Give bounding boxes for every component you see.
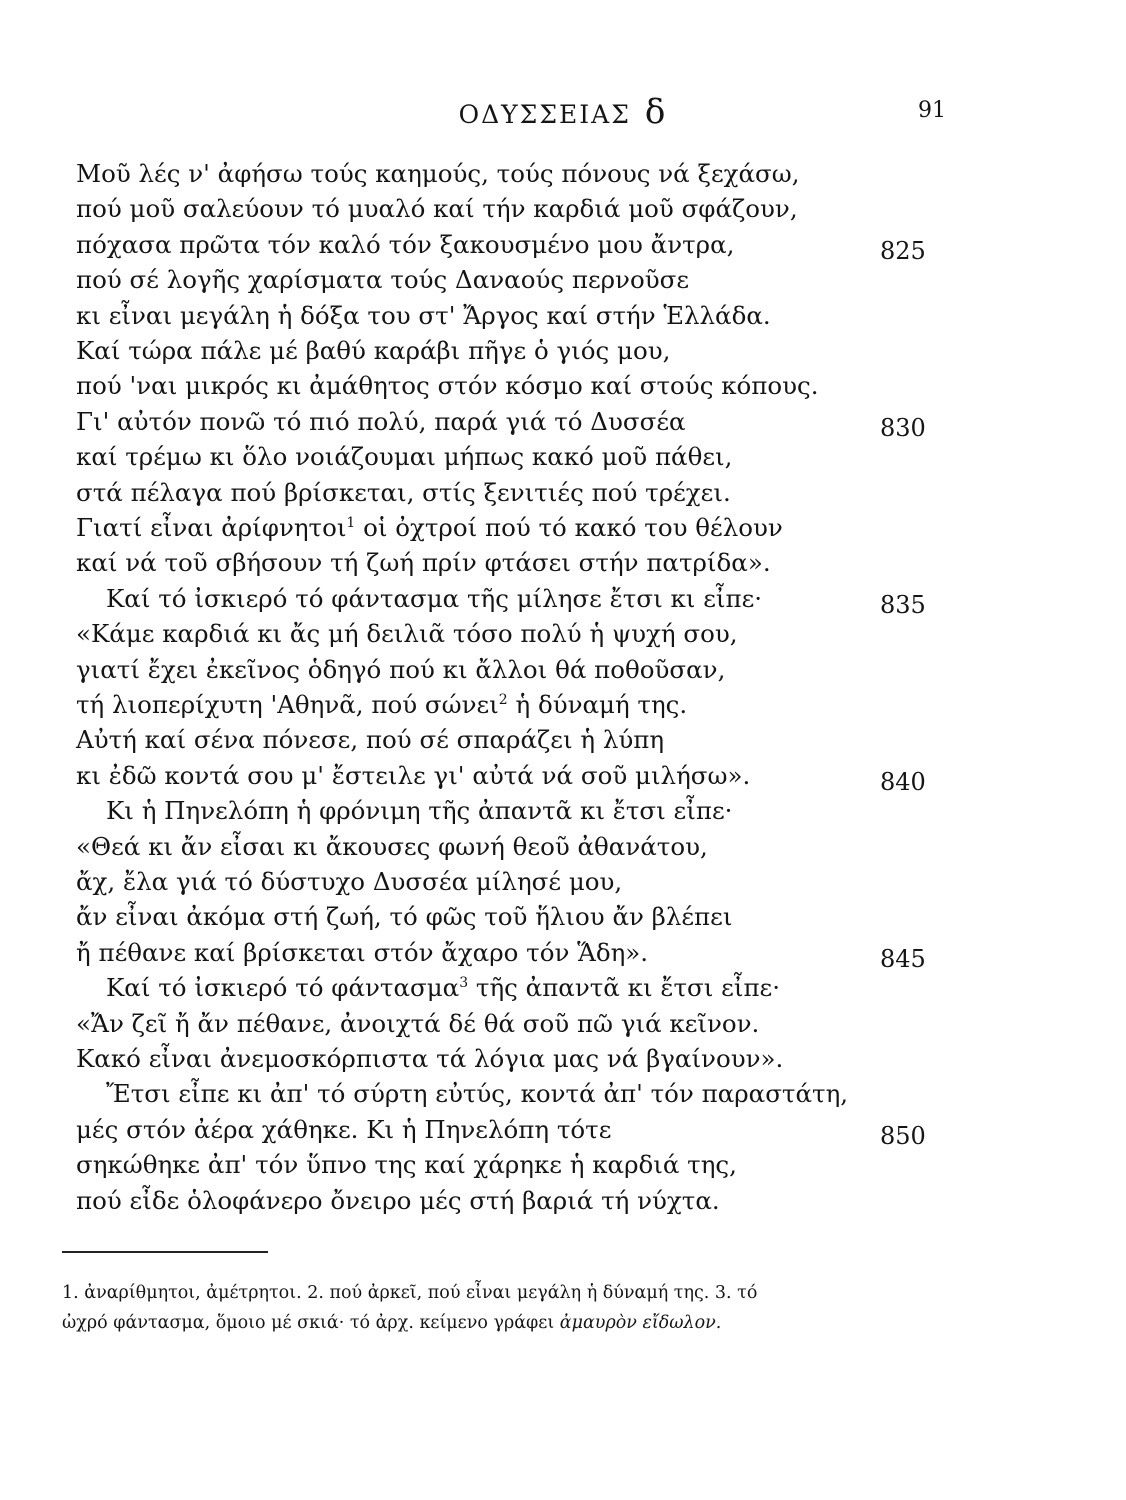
verse-line	[106, 583, 762, 615]
footnote-marker: 1	[346, 515, 356, 531]
verse-text: «Ἄν ζεῖ ἤ ἄν πέθανε, ἀνοιχτά δέ θά σοῦ πῶ γιά κεῖνον.	[76, 1008, 760, 1038]
verse-line	[76, 193, 798, 225]
verse-line	[76, 406, 686, 438]
verse-text: πόχασα πρῶτα τόν καλό τόν ξακουσμένο μου ἄντρα,	[76, 229, 735, 259]
verse-line	[76, 1008, 759, 1040]
verse-line	[76, 689, 687, 721]
verse-line	[76, 724, 664, 756]
verse-text: γιατί ἔχει ἐκεῖνος ὁδηγό πού κι ἄλλοι θά ποθοῦσαν,	[76, 654, 726, 684]
verse-line	[76, 654, 725, 686]
verse-text: Καί τό ἰσκιερό τό φάντασμα τῆς μίλησε ἔτσι κι εἶπε·	[106, 583, 763, 613]
verse-text: καί τρέμω κι ὅλο νοιάζουμαι μήπως κακό μοῦ πάθει,	[76, 442, 733, 472]
verse-text: κι ἐδῶ κοντά σου μ' ἔστειλε γι' αὐτά νά σοῦ μιλήσω».	[76, 760, 751, 790]
verse-line	[76, 441, 732, 473]
footnote-ancient-quote: ἀμαυρὸν εἴδωλον.	[559, 1313, 722, 1333]
verse-line	[76, 1043, 783, 1075]
running-head	[0, 92, 1126, 132]
verse-text: στά πέλαγα πού βρίσκεται, στίς ξενιτιές πού τρέχει.	[76, 477, 731, 507]
verse-line	[76, 937, 648, 969]
book-letter: δ	[644, 92, 668, 132]
line-number: 845	[880, 944, 926, 973]
verse-text: πού μοῦ σαλεύουν τό μυαλό καί τήν καρδιά μοῦ σφάζουν,	[76, 194, 798, 224]
verse-line	[76, 477, 731, 509]
verse-text: σηκώθηκε ἀπ' τόν ὕπνο της καί χάρηκε ἡ καρδιά της,	[76, 1150, 737, 1180]
verse-line	[76, 229, 734, 261]
footnote-line	[62, 1308, 932, 1338]
verse-line	[106, 972, 780, 1004]
verse-line	[76, 866, 622, 898]
verse-line	[76, 1185, 720, 1217]
line-number: 835	[880, 590, 926, 619]
running-head-title: ΟΔΥΣΣΕΙΑΣ	[458, 100, 631, 129]
page-number: 91	[918, 98, 946, 123]
verse-text: Γι' αὐτόν πονῶ τό πιό πολύ, παρά γιά τό Δυσσέα	[76, 406, 686, 436]
verse-text: καί νά τοῦ σβήσουν τή ζωή πρίν φτάσει στήν πατρίδα».	[76, 548, 771, 578]
verse-line	[76, 158, 800, 190]
footnote-line: 1. ἀναρίθμητοι, ἀμέτρητοι. 2. πού ἀρκεῖ, πού εἶναι μεγάλη ἡ δύναμή της. 3. τό	[62, 1283, 758, 1303]
footnotes	[62, 1278, 932, 1338]
verse-line	[76, 547, 771, 579]
verse-line	[76, 300, 771, 332]
verse-text: πού 'ναι μικρός κι ἀμάθητος στόν κόσμο καί στούς κόπους.	[76, 371, 819, 401]
verse-text: Κι ἡ Πηνελόπη ἡ φρόνιμη τῆς ἀπαντᾶ κι ἔτσι εἶπε·	[106, 796, 733, 826]
line-number: 850	[880, 1121, 926, 1150]
verse-line	[76, 1149, 737, 1181]
line-number: 840	[880, 767, 926, 796]
verse-text: ἤ πέθανε καί βρίσκεται στόν ἄχαρο τόν Ἅδη».	[76, 937, 649, 967]
footnote-rule	[62, 1251, 268, 1253]
verse-text: κι εἶναι μεγάλη ἡ δόξα του στ' Ἄργος καί στήν Ἑλλάδα.	[76, 300, 771, 330]
verse-text: Ἔτσι εἶπε κι ἀπ' τό σύρτη εὐτύς, κοντά ἀπ' τόν παραστάτη,	[106, 1079, 849, 1109]
verse-text: Κακό εἶναι ἀνεμοσκόρπιστα τά λόγια μας νά βγαίνουν».	[76, 1044, 784, 1073]
verse-line	[76, 264, 689, 296]
verse-text: τῆς ἀπαντᾶ κι ἔτσι εἶπε·	[468, 973, 781, 1003]
verse-text: οἱ ὀχτροί πού τό κακό του θέλουν	[355, 513, 783, 542]
verse-line	[76, 1114, 611, 1146]
verse-line	[76, 901, 732, 933]
verse-text: Καί τώρα πάλε μέ βαθύ καράβι πῆγε ὁ γιός μου,	[76, 336, 671, 365]
verse-text: Καί τό ἰσκιερό τό φάντασμα	[106, 973, 460, 1003]
verse-line	[106, 795, 732, 827]
verse-text: Μοῦ λές ν' ἀφήσω τούς καημούς, τούς πόνους νά ξεχάσω,	[76, 159, 800, 188]
verse-text: ἄχ, ἔλα γιά τό δύστυχο Δυσσέα μίλησέ μου,	[76, 867, 623, 896]
line-number: 830	[880, 413, 926, 442]
verse-text: Γιατί εἶναι ἀρίφνητοι	[76, 513, 347, 542]
footnote-text: ὠχρό φάντασμα, ὅμοιο μέ σκιά· τό ἀρχ. κείμενο γράφει	[62, 1313, 560, 1333]
verse-text: τή λιοπερίχυτη 'Αθηνᾶ, πού σώνει	[76, 690, 499, 719]
verse-line	[76, 370, 819, 402]
footnote-marker: 3	[459, 975, 469, 992]
verse-text: πού εἶδε ὁλοφάνερο ὄνειρο μές στή βαριά τή νύχτα.	[76, 1185, 720, 1215]
verse-text: «Θεά κι ἄν εἶσαι κι ἄκουσες φωνή θεοῦ ἀθανάτου,	[76, 831, 708, 861]
verse-text: «Κάμε καρδιά κι ἄς μή δειλιᾶ τόσο πολύ ἡ ψυχή σου,	[76, 619, 738, 649]
verse-line	[106, 1078, 848, 1110]
verse-text: Αὐτή καί σένα πόνεσε, πού σέ σπαράζει ἡ λύπη	[76, 725, 665, 755]
verse-line	[76, 618, 738, 650]
line-number: 825	[880, 236, 926, 265]
footnote-marker: 2	[498, 692, 508, 708]
verse-line	[76, 760, 750, 792]
verse-text: ἄν εἶναι ἀκόμα στή ζωή, τό φῶς τοῦ ἥλιου ἄν βλέπει	[76, 902, 733, 932]
verse-line	[76, 335, 670, 367]
verse-text: πού σέ λογῆς χαρίσματα τούς Δαναούς περνοῦσε	[76, 265, 690, 295]
verse-line	[76, 512, 783, 544]
verse-line	[76, 831, 708, 863]
verse-text: ἡ δύναμή της.	[507, 690, 688, 719]
verse-text: μές στόν ἀέρα χάθηκε. Κι ἡ Πηνελόπη τότε	[76, 1114, 612, 1144]
